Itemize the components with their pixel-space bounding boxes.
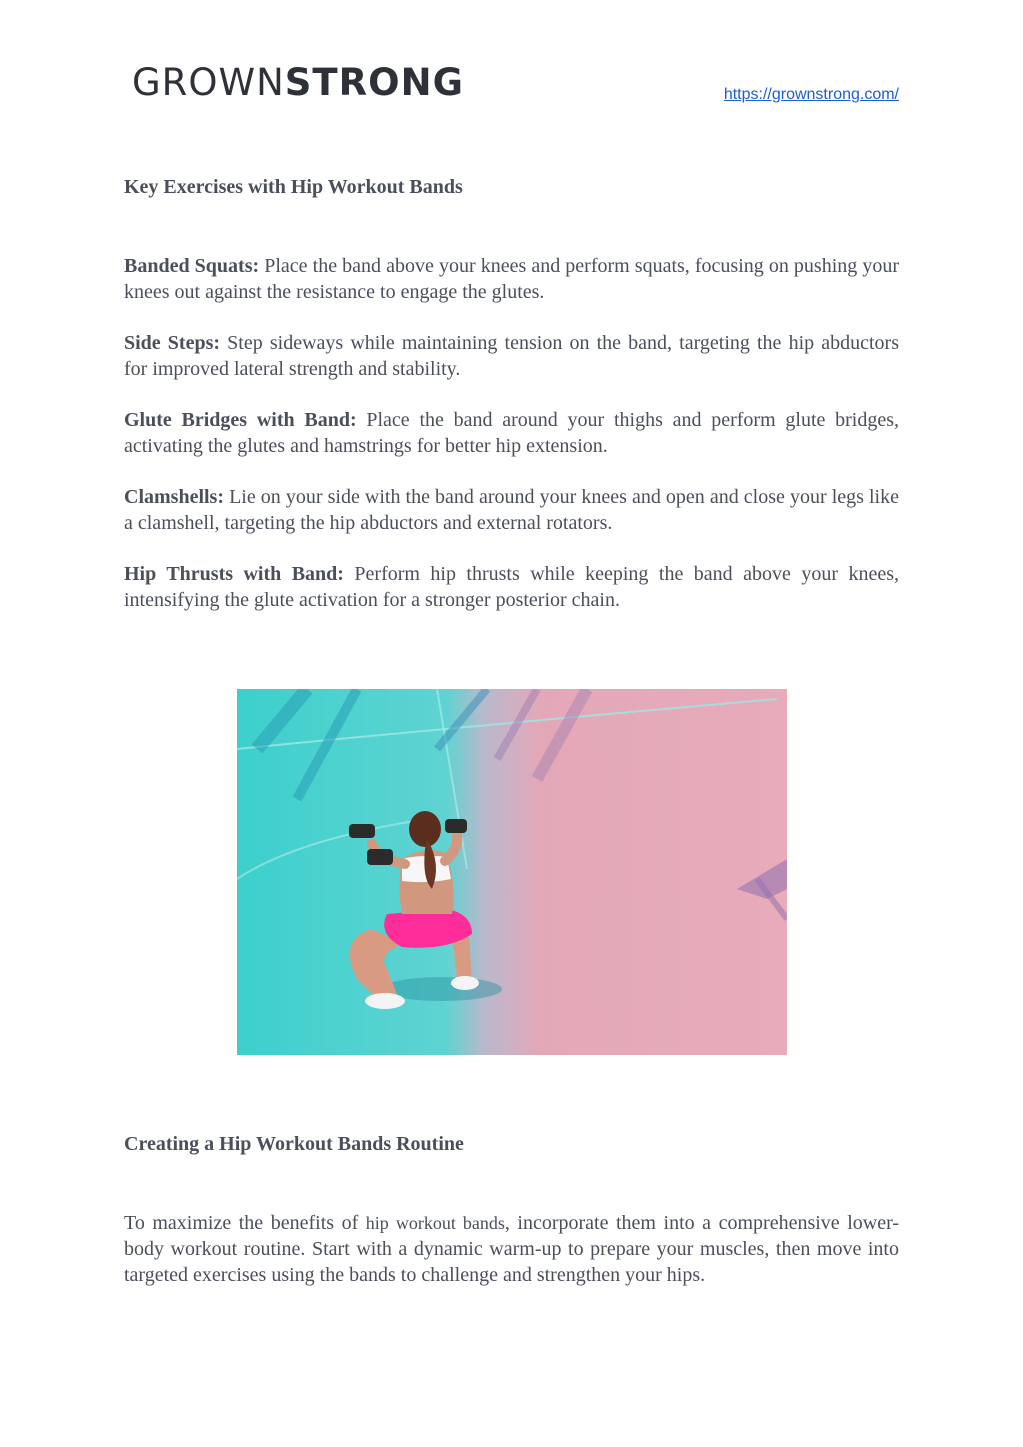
logo-wordmark [132,60,464,104]
exercise-paragraph [124,561,899,613]
exercise-term: Glute Bridges with Band: [124,409,357,431]
exercise-description: Perform hip thrusts while keeping the band above your knees, intensifying the glute activation for a stronger posterior chain. [124,563,899,611]
grownstrong-logo[interactable] [124,60,464,104]
page-header [0,0,1023,120]
exercise-paragraph [124,330,899,382]
section-title-routine: Creating a Hip Workout Bands Routine [124,1133,464,1155]
exercise-description: Place the band above your knees and perform squats, focusing on pushing your knees out against the resistance to engage the glutes. [124,255,899,303]
routine-text-start: To maximize the benefits of [124,1212,366,1234]
exercise-paragraph [124,253,899,305]
site-url-link[interactable]: https://grownstrong.com/ [723,86,899,103]
exercise-term: Hip Thrusts with Band: [124,563,344,585]
exercise-paragraph [124,407,899,459]
section-title-key-exercises: Key Exercises with Hip Workout Bands [124,176,463,198]
logo-wordmark-light: GROWN [132,60,285,104]
woman-squatting-image [237,689,787,1055]
exercise-term: Banded Squats: [124,255,260,277]
logo-wordmark-bold: STRONG [284,60,464,104]
exercise-description: Step sideways while maintaining tension on the band, targeting the hip abductors for improved lateral strength and stability. [124,332,900,380]
exercise-term: Clamshells: [124,486,224,508]
workout-photo [237,689,787,1055]
hip-workout-bands-link[interactable]: hip workout bands [365,1213,505,1233]
exercise-description: Place the band around your thighs and perform glute bridges, activating the glutes and hamstrings for better hip extension. [124,409,900,457]
exercise-paragraph [124,484,899,536]
exercise-term: Side Steps: [124,332,221,354]
routine-text-end: , incorporate them into a comprehensive lower-body workout routine. Start with a dynamic warm-up to prepare your muscles, then move into targeted exercises using the bands to challenge and strengthen your hips. [124,1212,899,1286]
routine-paragraph [124,1210,899,1288]
exercise-description: Lie on your side with the band around your knees and open and close your legs like a clamshell, targeting the hip abductors and external rotators. [124,486,899,534]
